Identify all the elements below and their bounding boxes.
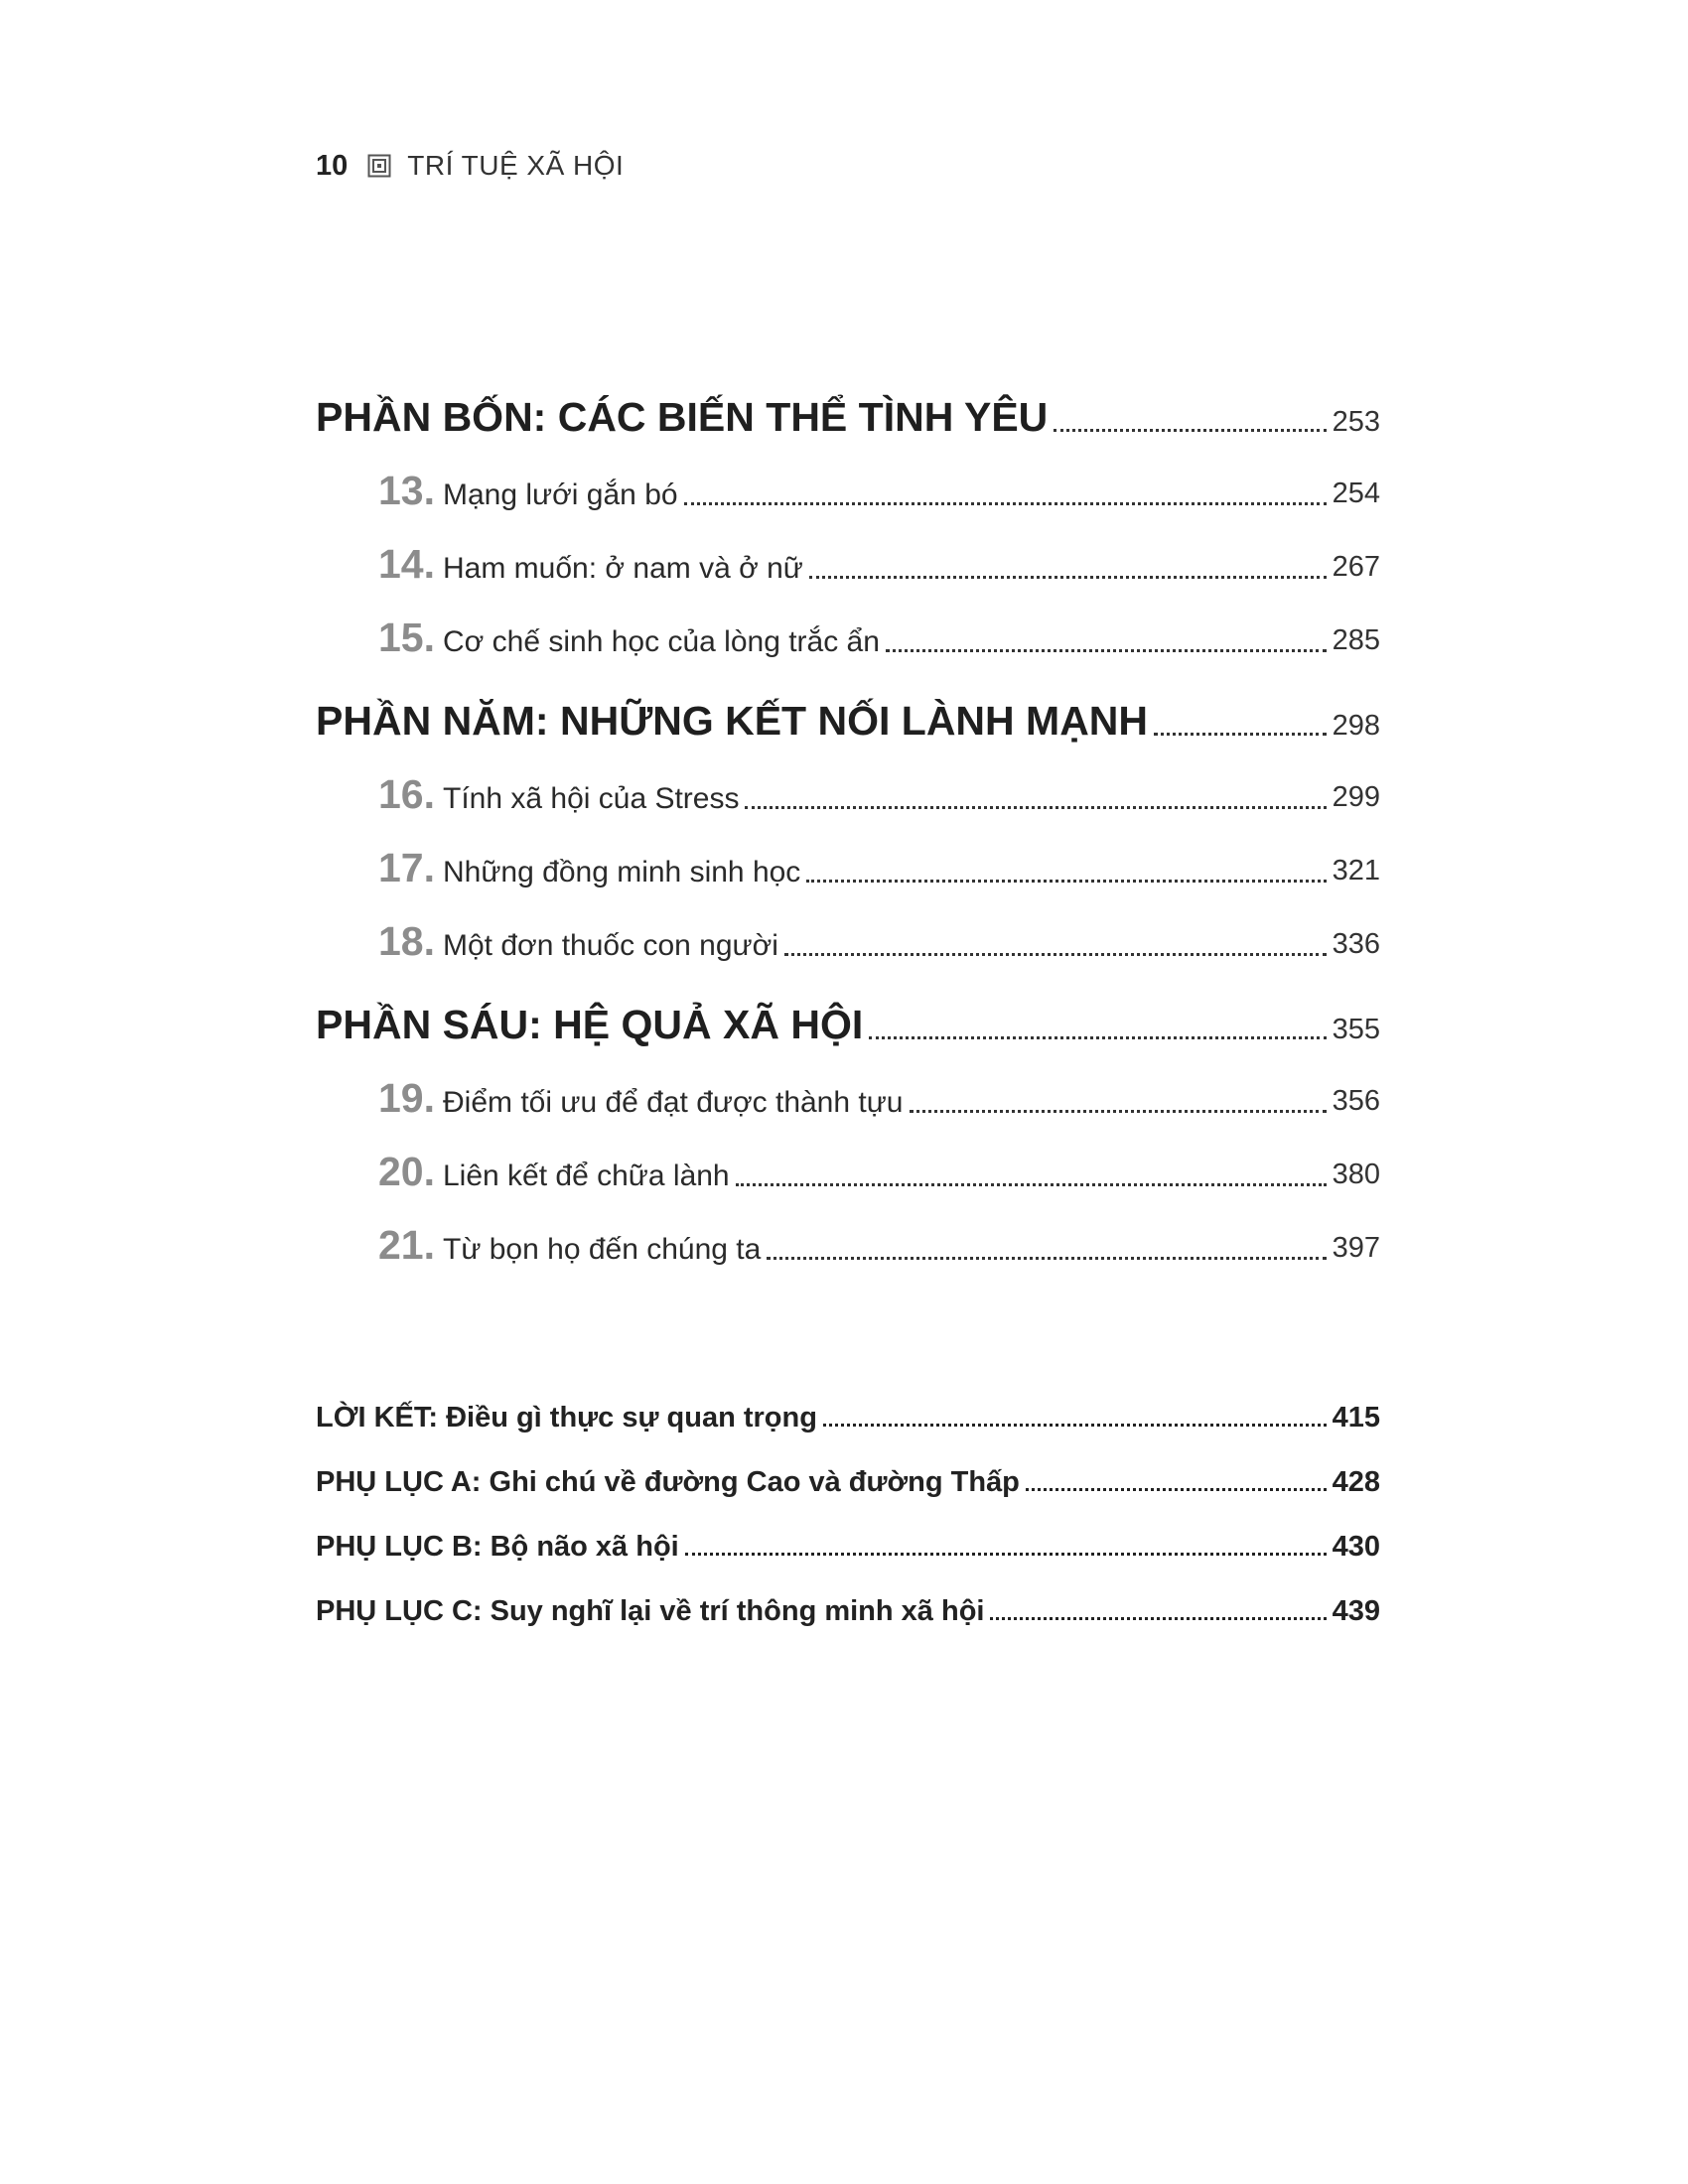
dot-leader bbox=[684, 502, 1327, 505]
part-title: PHẦN BỐN: CÁC BIẾN THỂ TÌNH YÊU bbox=[316, 394, 1049, 440]
chapter-number: 17. bbox=[378, 845, 435, 890]
chapter-page: 285 bbox=[1332, 624, 1380, 656]
dot-leader bbox=[990, 1617, 1326, 1620]
chapter-number: 18. bbox=[378, 918, 435, 964]
dot-leader bbox=[1054, 429, 1326, 432]
dot-leader bbox=[745, 806, 1326, 809]
table-of-contents bbox=[316, 377, 1380, 1269]
running-header bbox=[316, 149, 624, 183]
back-matter-title: PHỤ LỤC C: Suy nghĩ lại về trí thông minh xã hội bbox=[316, 1595, 985, 1627]
chapter-title: Ham muốn: ở nam và ở nữ bbox=[443, 552, 803, 585]
back-matter-page: 430 bbox=[1332, 1531, 1380, 1563]
dot-leader bbox=[886, 649, 1327, 652]
chapter-title: Liên kết để chữa lành bbox=[443, 1160, 730, 1192]
dot-leader bbox=[784, 953, 1327, 956]
chapter-page: 380 bbox=[1332, 1159, 1380, 1190]
back-matter-page: 439 bbox=[1332, 1595, 1380, 1627]
toc-part[interactable] bbox=[316, 377, 1380, 441]
part-title: PHẦN SÁU: HỆ QUẢ XÃ HỘI bbox=[316, 1002, 864, 1047]
chapter-page: 321 bbox=[1332, 855, 1380, 887]
toc-part[interactable] bbox=[316, 681, 1380, 745]
chapter-number: 20. bbox=[378, 1149, 435, 1194]
chapter-page: 397 bbox=[1332, 1232, 1380, 1264]
toc-chapter[interactable] bbox=[316, 588, 1380, 661]
book-title: TRÍ TUỆ XÃ HỘI bbox=[407, 150, 625, 181]
back-matter-title: LỜI KẾT: Điều gì thực sự quan trọng bbox=[316, 1402, 817, 1433]
dot-leader bbox=[823, 1424, 1327, 1427]
dot-leader bbox=[736, 1183, 1327, 1186]
dot-leader bbox=[1154, 733, 1327, 736]
back-matter-page: 428 bbox=[1332, 1466, 1380, 1498]
toc-chapter[interactable] bbox=[316, 1195, 1380, 1269]
chapter-page: 254 bbox=[1332, 478, 1380, 509]
toc-chapter[interactable] bbox=[316, 891, 1380, 965]
toc-chapter[interactable] bbox=[316, 745, 1380, 818]
chapter-number: 13. bbox=[378, 468, 435, 513]
chapter-number: 21. bbox=[378, 1222, 435, 1268]
chapter-title: Từ bọn họ đến chúng ta bbox=[443, 1233, 762, 1266]
dot-leader bbox=[869, 1036, 1326, 1039]
chapter-number: 19. bbox=[378, 1075, 435, 1121]
chapter-title: Những đồng minh sinh học bbox=[443, 856, 801, 888]
toc-chapter[interactable] bbox=[316, 514, 1380, 588]
back-matter-title: PHỤ LỤC B: Bộ não xã hội bbox=[316, 1531, 679, 1563]
chapter-page: 356 bbox=[1332, 1085, 1380, 1117]
chapter-number: 16. bbox=[378, 771, 435, 817]
page-number: 10 bbox=[316, 149, 349, 182]
toc-chapter[interactable] bbox=[316, 1122, 1380, 1195]
chapter-number: 14. bbox=[378, 541, 435, 587]
toc-back-matter-item[interactable] bbox=[316, 1499, 1380, 1564]
dot-leader bbox=[767, 1257, 1326, 1260]
dot-leader bbox=[910, 1110, 1327, 1113]
chapter-page: 299 bbox=[1332, 781, 1380, 813]
chapter-title: Điểm tối ưu để đạt được thành tựu bbox=[443, 1086, 904, 1119]
nested-square-icon bbox=[367, 154, 391, 178]
chapter-title: Một đơn thuốc con người bbox=[443, 929, 778, 962]
chapter-title: Mạng lưới gắn bó bbox=[443, 478, 678, 511]
back-matter-page: 415 bbox=[1332, 1402, 1380, 1433]
toc-chapter[interactable] bbox=[316, 1048, 1380, 1122]
dot-leader bbox=[809, 576, 1327, 579]
toc-back-matter-item[interactable] bbox=[316, 1434, 1380, 1499]
dot-leader bbox=[806, 880, 1326, 883]
part-page: 298 bbox=[1332, 710, 1380, 742]
toc-chapter[interactable] bbox=[316, 441, 1380, 514]
part-page: 355 bbox=[1332, 1014, 1380, 1045]
toc-part[interactable] bbox=[316, 985, 1380, 1048]
chapter-title: Cơ chế sinh học của lòng trắc ẩn bbox=[443, 625, 880, 658]
chapter-page: 267 bbox=[1332, 551, 1380, 583]
toc-chapter[interactable] bbox=[316, 818, 1380, 891]
back-matter-title: PHỤ LỤC A: Ghi chú về đường Cao và đường Thấp bbox=[316, 1466, 1020, 1498]
dot-leader bbox=[1026, 1488, 1327, 1491]
part-title: PHẦN NĂM: NHỮNG KẾT NỐI LÀNH MẠNH bbox=[316, 698, 1149, 744]
chapter-page: 336 bbox=[1332, 928, 1380, 960]
dot-leader bbox=[685, 1553, 1327, 1556]
chapter-title: Tính xã hội của Stress bbox=[443, 782, 740, 815]
chapter-number: 15. bbox=[378, 614, 435, 660]
back-matter bbox=[316, 1370, 1380, 1628]
part-page: 253 bbox=[1332, 406, 1380, 438]
toc-back-matter-item[interactable] bbox=[316, 1370, 1380, 1434]
toc-back-matter-item[interactable] bbox=[316, 1564, 1380, 1628]
